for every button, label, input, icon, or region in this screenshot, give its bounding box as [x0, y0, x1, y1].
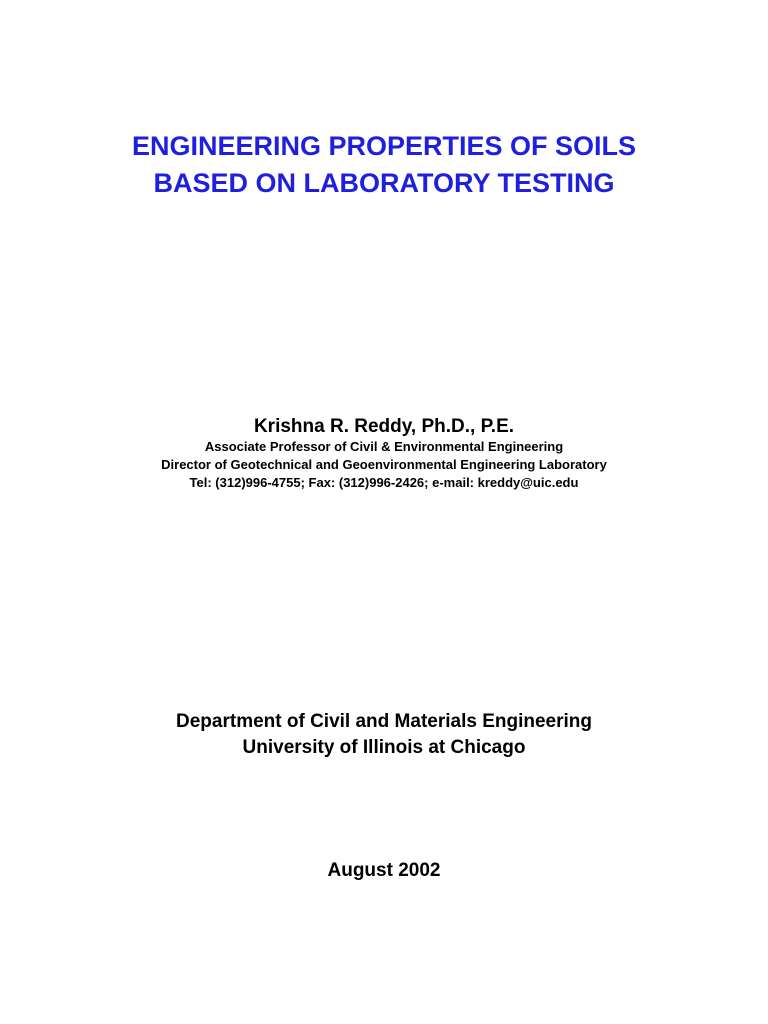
publication-date: August 2002	[327, 860, 441, 881]
author-contact: Tel: (312)996-4755; Fax: (312)996-2426; e-mail: kreddy@uic.edu	[189, 475, 579, 490]
department-name: Department of Civil and Materials Engineering	[176, 711, 592, 732]
affiliation-block	[0, 709, 768, 761]
document-title-line-1: ENGINEERING PROPERTIES OF SOILS	[131, 131, 637, 161]
author-role: Director of Geotechnical and Geoenvironmental Engineering Laboratory	[161, 457, 607, 472]
author-position: Associate Professor of Civil & Environmental Engineering	[204, 439, 564, 454]
document-title-line-2: BASED ON LABORATORY TESTING	[153, 168, 615, 198]
author-block	[0, 416, 768, 492]
author-name: Krishna R. Reddy, Ph.D., P.E.	[253, 416, 515, 437]
university-name: University of Illinois at Chicago	[242, 737, 526, 758]
date-block	[0, 858, 768, 884]
title-block	[0, 128, 768, 202]
